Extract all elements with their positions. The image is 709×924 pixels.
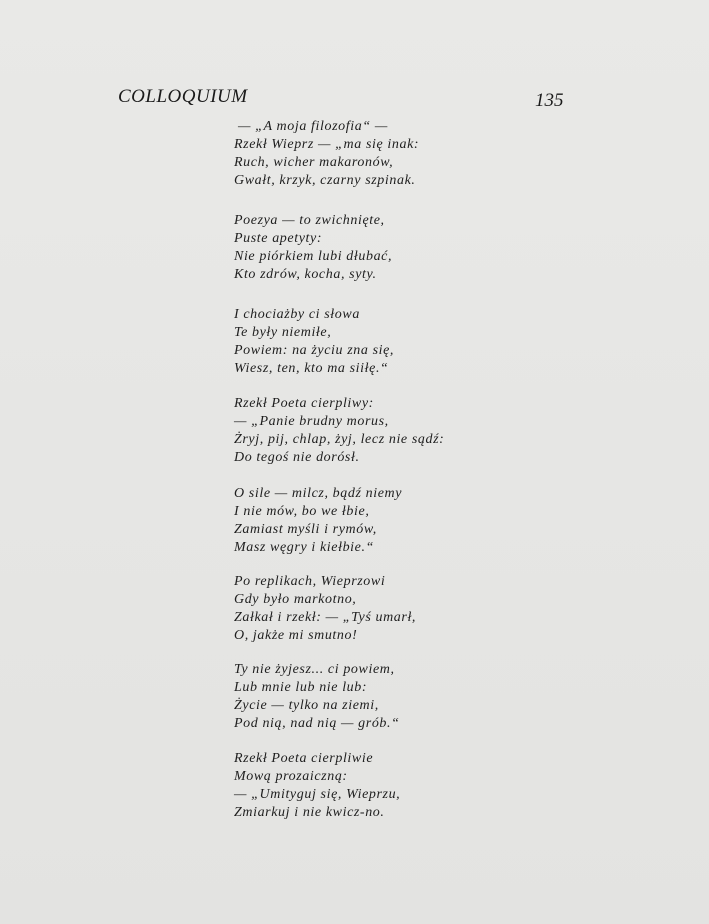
stanza-2 [234, 212, 494, 284]
poem-line: Życie — tylko na ziemi, [234, 698, 379, 713]
poem-line: Masz węgry i kiełbie.“ [234, 540, 374, 555]
poem-line: Ty nie żyjesz... ci powiem, [234, 662, 395, 677]
stanza-3 [234, 306, 494, 378]
poem-line: Mową prozaiczną: [234, 769, 348, 784]
poem-line: Puste apetyty: [234, 231, 323, 246]
poem-line: Rzekł Poeta cierpliwy: [234, 396, 374, 411]
poem-line: Gwałt, krzyk, czarny szpinak. [234, 173, 416, 188]
stanza-6 [234, 573, 494, 645]
poem-line: O, jakże mi smutno! [234, 628, 358, 643]
poem-line: Pod nią, nad nią — grób.“ [234, 716, 400, 731]
poem-line: Załkał i rzekł: — „Tyś umarł, [234, 610, 417, 625]
poem-line: Po replikach, Wieprzowi [234, 574, 386, 589]
poem-line: Gdy było markotno, [234, 592, 357, 607]
poem-line: — „Panie brudny morus, [234, 414, 389, 429]
poem-line: Wiesz, ten, kto ma siiłę.“ [234, 361, 389, 376]
running-title: COLLOQUIUM [118, 86, 248, 107]
poem-line: Żryj, pij, chlap, żyj, lecz nie sądź: [234, 432, 445, 447]
stanza-7 [234, 661, 494, 733]
poem-line: O sile — milcz, bądź niemy [234, 486, 403, 501]
poem-line: Ruch, wicher makaronów, [234, 155, 394, 170]
poem-line: — „A moja filozofia“ — [238, 119, 388, 134]
poem-line: Nie piórkiem lubi dłubać, [234, 249, 393, 264]
poem-line: Rzekł Wieprz — „ma się inak: [234, 137, 420, 152]
stanza-1 [234, 118, 494, 190]
poem-line: — „Umityguj się, Wieprzu, [234, 787, 401, 802]
poem-line: Do tegoś nie dorósł. [234, 450, 360, 465]
poem-line: Poezya — to zwichnięte, [234, 213, 385, 228]
poem-line: Kto zdrów, kocha, syty. [234, 267, 377, 282]
poem-line: Zmiarkuj i nie kwicz-no. [234, 805, 385, 820]
poem-line: I nie mów, bo we łbie, [234, 504, 370, 519]
poem-line: Lub mnie lub nie lub: [234, 680, 368, 695]
page-number: 135 [535, 90, 564, 111]
stanza-5 [234, 485, 494, 557]
stanza-4 [234, 395, 494, 467]
poem-line: Rzekł Poeta cierpliwie [234, 751, 374, 766]
poem-line: I chociażby ci słowa [234, 307, 360, 322]
poem-line: Zamiast myśli i rymów, [234, 522, 377, 537]
poem-line: Te były niemiłe, [234, 325, 332, 340]
poem-line: Powiem: na życiu zna się, [234, 343, 395, 358]
stanza-8 [234, 750, 494, 822]
